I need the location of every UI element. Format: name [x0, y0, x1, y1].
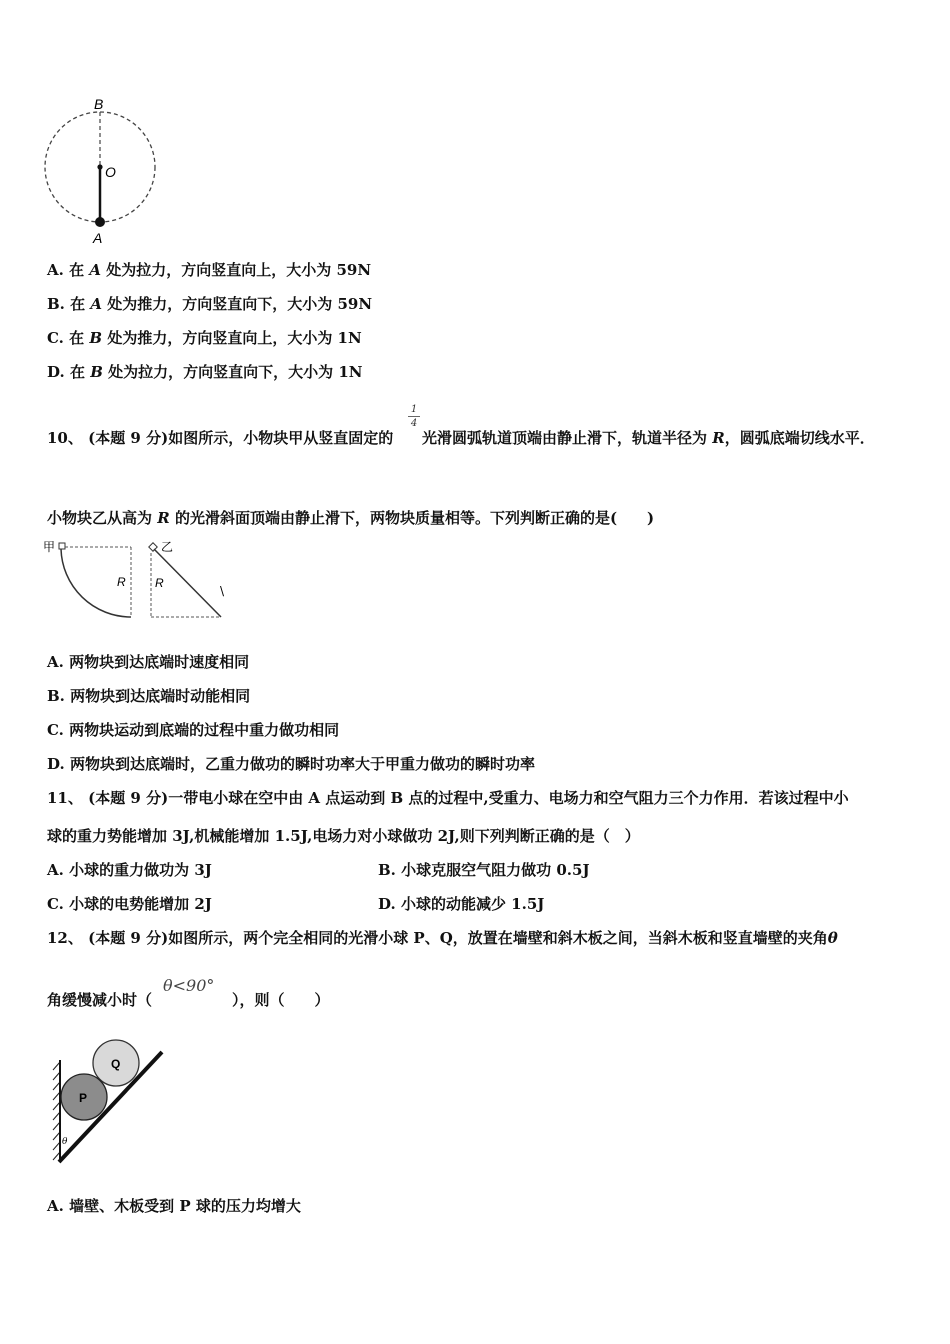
q10-stem-line1b: 光滑圆弧轨道顶端由静止滑下，轨道半径为 R，圆弧底端切线水平．: [422, 429, 875, 447]
label-r-left: R: [117, 575, 126, 589]
q9-option-d: D. 在 B 处为拉力，方向竖直向下，大小为 1N: [47, 363, 363, 381]
q11-option-a: A. 小球的重力做功为 3J: [47, 861, 212, 879]
q10-option-a: A. 两物块到达底端时速度相同: [47, 653, 250, 671]
q10-fraction: 1 4: [408, 404, 420, 429]
q10-stem-line1: 10、 (本题 9 分)如图所示，小物块甲从竖直固定的: [47, 429, 394, 447]
wall-board-figure: [50, 1032, 170, 1172]
q12-stem-line1: 12、 (本题 9 分)如图所示，两个完全相同的光滑小球 P、Q，放置在墙壁和斜木板之间，当斜木板和竖直墙壁的夹角θ: [47, 929, 838, 947]
circle-rod-figure: [40, 95, 165, 250]
arc-slope-figure: [40, 537, 240, 627]
ball-a: [95, 217, 105, 227]
center-point: [97, 164, 102, 169]
q10-option-c: C. 两物块运动到底端的过程中重力做功相同: [47, 721, 340, 739]
label-b: B: [94, 96, 104, 112]
label-theta: θ: [62, 1137, 68, 1147]
label-r-right: R: [155, 576, 164, 590]
q9-option-a: A. 在 A 处为拉力，方向竖直向上，大小为 59N: [47, 261, 372, 279]
q9-option-c: C. 在 B 处为推力，方向竖直向上，大小为 1N: [47, 329, 362, 347]
q12-condition: θ<90°: [163, 976, 215, 995]
q11-stem-line1: 11、 (本题 9 分)一带电小球在空中由 A 点运动到 B 点的过程中,受重力、电场力和空气阻力三个力作用．若该过程中小: [47, 789, 849, 807]
label-q: Q: [111, 1057, 121, 1071]
label-o: O: [105, 164, 116, 180]
q10-option-b: B. 两物块到达底端时动能相同: [47, 687, 251, 705]
wall-hatch: [53, 1062, 60, 1160]
q10-option-d: D. 两物块到达底端时，乙重力做功的瞬时功率大于甲重力做功的瞬时功率: [47, 755, 535, 773]
label-a: A: [93, 230, 103, 246]
q12-stem-line2: 角缓慢减小时（: [47, 991, 153, 1009]
stray-mark: \: [220, 584, 225, 598]
q10-stem-line2: 小物块乙从高为 R 的光滑斜面顶端由静止滑下，两物块质量相等。下列判断正确的是( ): [47, 509, 655, 527]
q11-stem-line2: 球的重力势能增加 3J,机械能增加 1.5J,电场力对小球做功 2J,则下列判断正确的是（ ）: [47, 827, 640, 845]
q11-option-d: D. 小球的动能减少 1.5J: [378, 895, 545, 913]
label-p: P: [79, 1091, 88, 1105]
label-jia: 甲: [43, 540, 56, 554]
q12-stem-line2b: ），则（ ）: [232, 991, 330, 1009]
q12-option-a: A. 墙壁、木板受到 P 球的压力均增大: [47, 1197, 301, 1215]
q11-option-c: C. 小球的电势能增加 2J: [47, 895, 212, 913]
q9-option-b: B. 在 A 处为推力，方向竖直向下，大小为 59N: [47, 295, 373, 313]
slope-line: [154, 549, 221, 617]
block-jia: [59, 543, 65, 549]
q11-option-b: B. 小球克服空气阻力做功 0.5J: [378, 861, 590, 879]
label-yi: 乙: [161, 540, 174, 554]
